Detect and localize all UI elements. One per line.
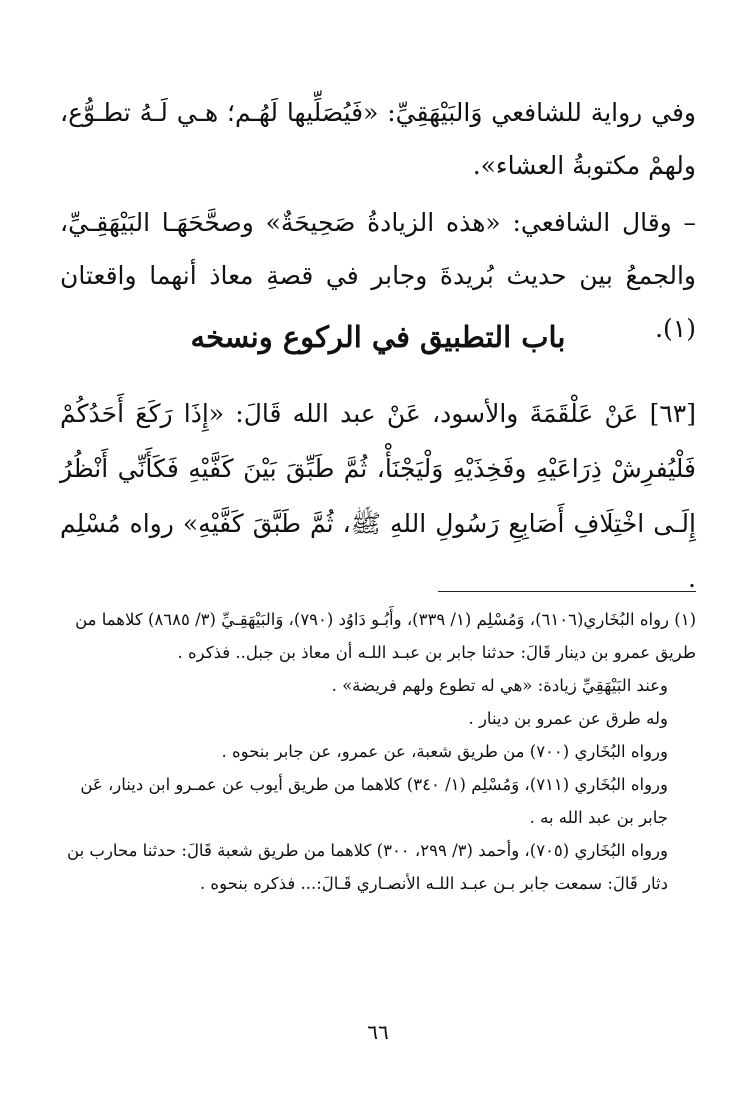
- footnote-line: ورواه البُخَاري (٧١١)، وَمُسْلِم (١/ ٣٤٠) كلاهما من طريق أيوب عن عمـرو ابن دينار، عَن جابر بن عبد الله به .: [80, 775, 668, 827]
- hadith-block: [60, 386, 696, 606]
- footnote-line: ورواه البُخَاري (٧٠٥)، وأحمد (٣/ ٢٩٩، ٣٠٠) كلاهما من طريق شعبة قَالَ: حدثنا محارب بن دثار قَالَ: سمعت جابر بـن عبـد اللـه الأنصـاري قَـالَ:... فذكره بنحوه .: [67, 841, 668, 893]
- page-number: ٦٦: [367, 1020, 389, 1044]
- footnote-separator: [438, 591, 696, 592]
- footnote-line: وعند البَيْهَقِيِّ زيادة: «هي له تطوع ولهم فريضة» .: [331, 676, 668, 695]
- footnote-line: (١) رواه البُخَاري(٦١٠٦)، وَمُسْلِم (١/ ٣٣٩)، وأَبُـو دَاوُد (٧٩٠)، وَالبَيْهَقِـيِّ (٣/ ٨٦٨٥) كلاهما من طريق عمرو بن دينار قَالَ: حدثنا جابر بن عبـد اللـه أن معاذ بن جبل.. فذكره .: [75, 610, 696, 662]
- paragraph-shafii-authentication: – وقال الشافعي: «هذه الزيادةُ صَحِيحَةٌ» وصحَّحَهَـا البَيْهَقِـيِّ، والجمعُ بين حديث بُريدةَ وجابر في قصةِ معاذ أنهما واقعتان (١).: [60, 208, 696, 343]
- footnote-line: وله طرق عن عمرو بن دينار .: [468, 709, 668, 728]
- footnotes: [60, 603, 696, 900]
- footnote-line: ورواه البُخَاري (٧٠٠) من طريق شعبة، عن عمرو، عن جابر بنحوه .: [221, 742, 668, 761]
- hadith-text: [٦٣] عَنْ عَلْقَمَةَ والأسود، عَنْ عبد الله قَالَ: «إِذَا رَكَعَ أَحَدُكُمْ فَلْيُفرِشْ ذِرَاعَيْهِ وفَخِذَيْهِ وَلْيَجْنَأْ، ثُمَّ طَبِّقَ بَيْنَ كَفَّيْهِ فَكَأَنِّي أَنْظُرُ إِلَـى اخْتِلَافِ أَصَابِعِ رَسُولِ اللهِ ﷺ، ثُمَّ طَبَّقَ كَفَّيْهِ» رواه مُسْلِم .: [60, 399, 696, 593]
- chapter-heading: باب التطبيق في الركوع ونسخه: [190, 320, 566, 354]
- paragraph-shafii-narration: وفي رواية للشافعي وَالبَيْهَقِيِّ: «فَيُصَلِّيها لَهُـم؛ هـي لَـهُ تطـوُّع، ولهمْ مكتوبةُ العشاء».: [60, 98, 696, 180]
